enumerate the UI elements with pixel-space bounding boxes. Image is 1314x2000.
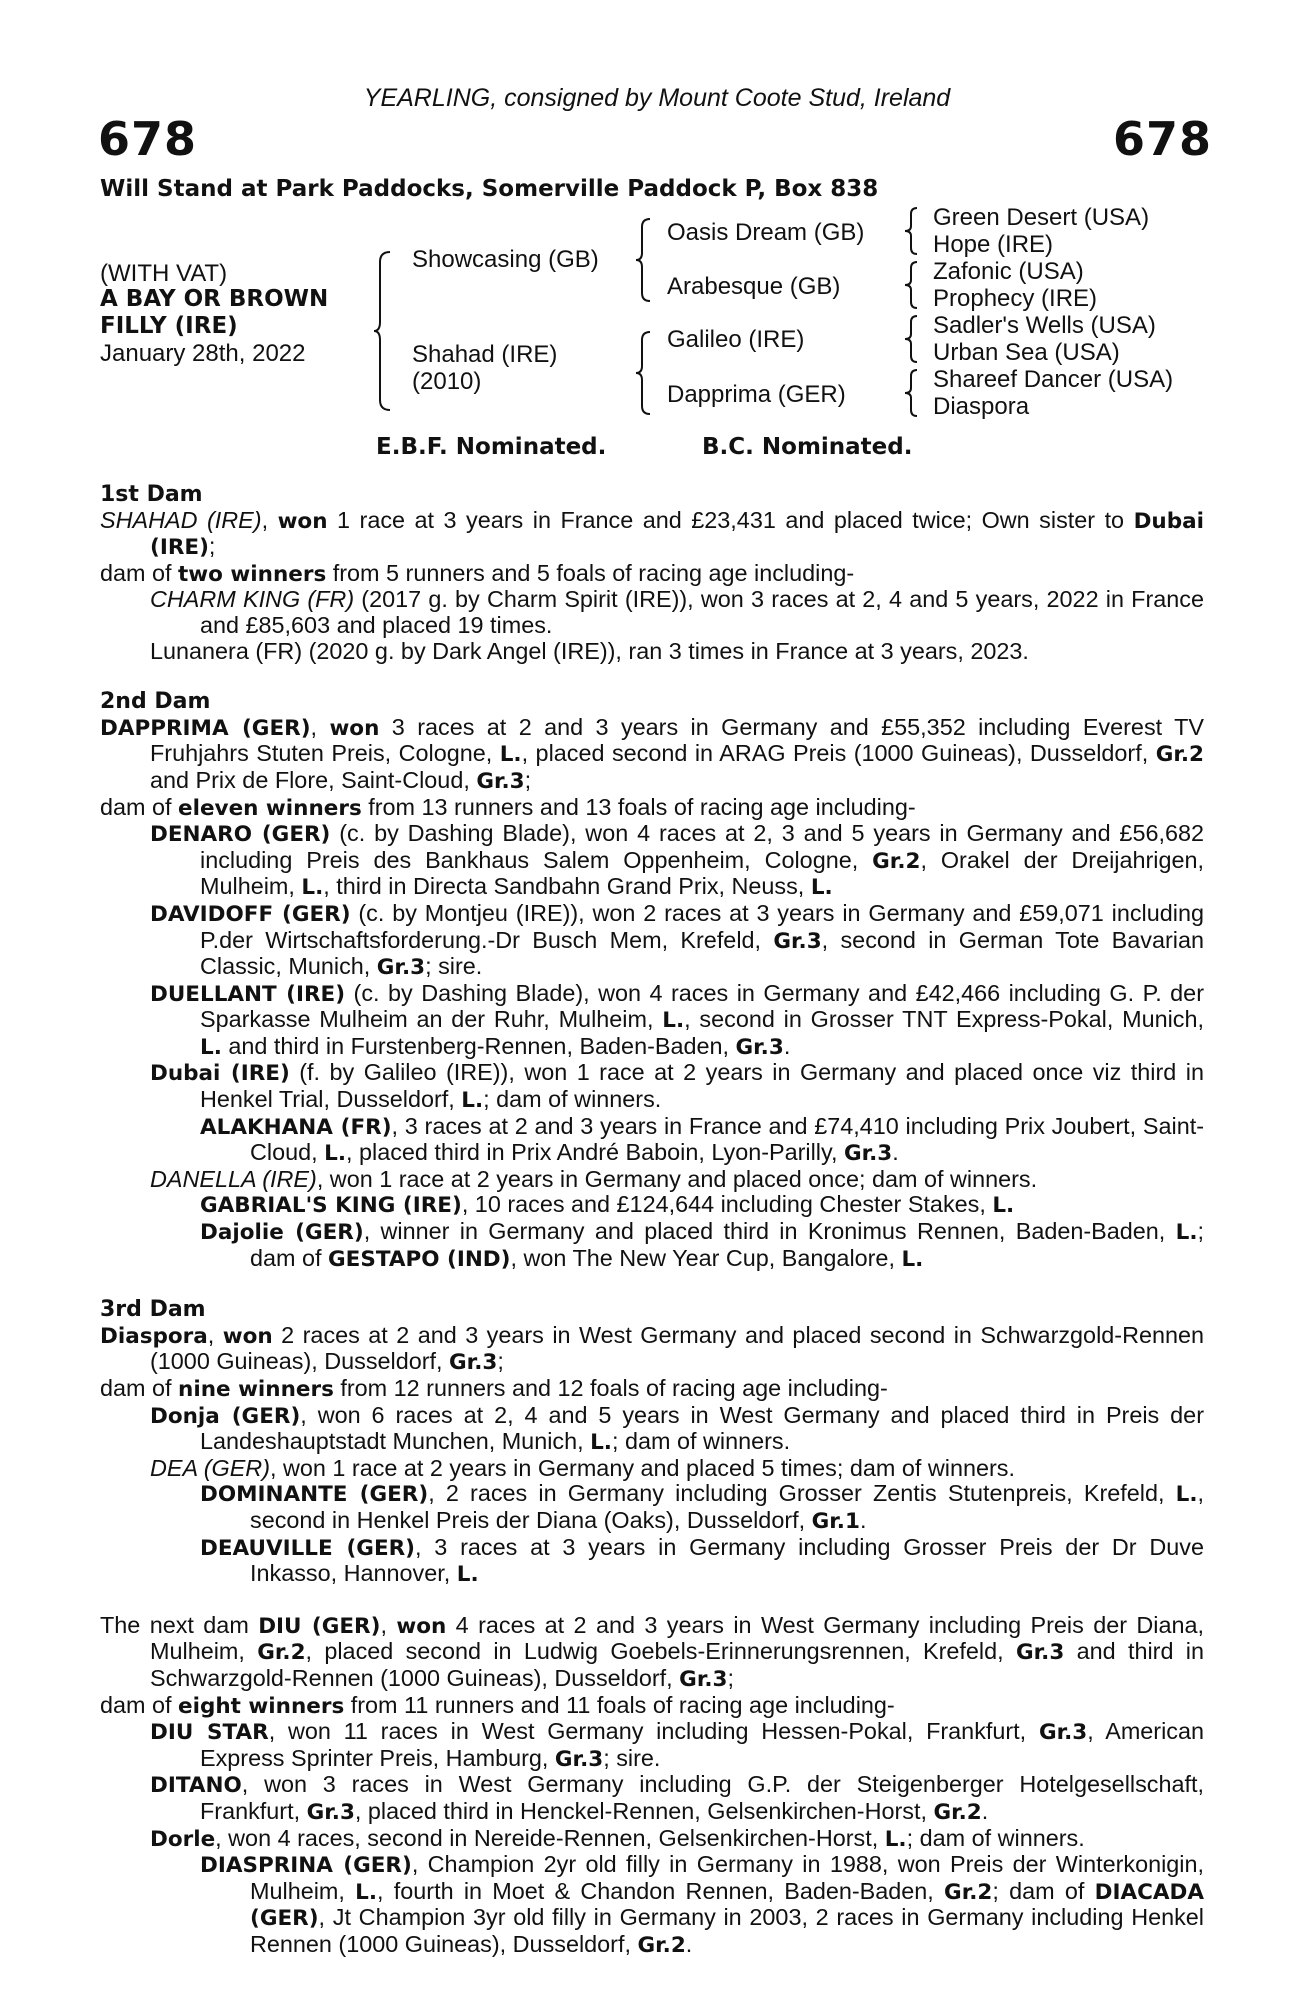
pedigree-brace-g2 [903, 260, 923, 310]
produce-davidoff: DAVIDOFF (GER) (c. by Montjeu (IRE)), won 2 races at 3 years in Germany and £59,071 including P.der Wirtschaftsforderung.-Dr Busch Mem, Krefeld, Gr.3, second in German Tote Bavarian Classic, Munich, Gr.3; sire. [150, 899, 1204, 981]
second-dam-produce: dam of eleven winners from 13 runners and 13 foals of racing age including- [100, 793, 916, 821]
pedigree-brace-g1 [903, 206, 923, 256]
next-dam-entry: The next dam DIU (GER), won 4 races at 2 and 3 years in West Germany including Preis der Diana, Mulheim, Gr.2, placed second in Ludwig Goebels-Erinnerungsrennen, Krefeld, Gr.3 and third in Schwarzgold-Rennen (1000 Guineas), Dusseldorf, Gr.3; [100, 1611, 1205, 1692]
produce-duellant: DUELLANT (IRE) (c. by Dashing Blade), won 4 races in Germany and £42,466 including G. P. der Sparkasse Mulheim an der Ruhr, Mulheim, L., second in Grosser TNT Express-Pokal, Munich, L. and third in Furstenberg-Rennen, Baden-Baden, Gr.3. [150, 979, 1205, 1060]
pedigree-dam: Shahad (IRE) [412, 341, 558, 368]
pedigree-brace-sire [634, 217, 656, 303]
date-of-birth: January 28th, 2022 [100, 340, 306, 367]
pedigree-dam-sire: Galileo (IRE) [667, 326, 805, 353]
next-dam-produce: dam of eight winners from 11 runners and 11 foals of racing age including- [100, 1691, 895, 1719]
second-dam-heading: 2nd Dam [100, 689, 211, 715]
pedigree-g1: Green Desert (USA) [933, 204, 1150, 231]
pedigree-dam-dam: Dapprima (GER) [667, 381, 846, 408]
produce-deauville: DEAUVILLE (GER), 3 races at 3 years in Germany including Grosser Preis der Dr Duve Inkasso, Hannover, L. [200, 1533, 1204, 1588]
pedigree-g4: Prophecy (IRE) [933, 285, 1098, 312]
pedigree-brace-dam [634, 330, 656, 416]
first-dam-entry: SHAHAD (IRE), won 1 race at 3 years in France and £23,431 and placed twice; Own sister to Dubai (IRE); [100, 506, 1204, 561]
lot-number-right: 678 [1112, 112, 1212, 166]
pedigree-dam-year: (2010) [412, 368, 482, 395]
third-dam-produce: dam of nine winners from 12 runners and 12 foals of racing age including- [100, 1375, 888, 1402]
produce-donja: Donja (GER), won 6 races at 2, 4 and 5 years in West Germany and placed third in Preis der Landeshauptstadt Munchen, Munich, L.; dam of winners. [150, 1401, 1204, 1456]
pedigree-brace-g3 [903, 314, 923, 364]
ebf-nomination: E.B.F. Nominated. [376, 434, 607, 460]
produce-danella: DANELLA (IRE), won 1 race at 2 years in Germany and placed once; dam of winners. [150, 1165, 1038, 1192]
pedigree-brace-g4 [903, 368, 923, 418]
pedigree-g2: Hope (IRE) [933, 231, 1054, 258]
third-dam-heading: 3rd Dam [100, 1297, 206, 1323]
produce-dominante: DOMINANTE (GER), 2 races in Germany including Grosser Zentis Stutenpreis, Krefeld, L., second in Henkel Preis der Diana (Oaks), Dusseldorf, Gr.1. [200, 1480, 1204, 1534]
first-dam-heading: 1st Dam [100, 482, 203, 507]
produce-denaro: DENARO (GER) (c. by Dashing Blade), won 4 races at 2, 3 and 5 years in Germany and £56,682 including Preis des Bankhaus Salem Oppenheim, Cologne, Gr.2, Orakel der Dreijahrigen, Mulheim, L., third in Directa Sandbahn Grand Prix, Neuss, L. [150, 820, 1205, 901]
pedigree-sire-sire: Oasis Dream (GB) [667, 219, 865, 246]
produce-alakhana: ALAKHANA (FR), 3 races at 2 and 3 years in France and £74,410 including Prix Joubert, Saint-Cloud, L., placed third in Prix André Baboin, Lyon-Parilly, Gr.3. [200, 1112, 1205, 1167]
pedigree-g8: Diaspora [933, 393, 1030, 420]
produce-diu-star: DIU STAR, won 11 races in West Germany including Hessen-Pokal, Frankfurt, Gr.3, American Express Sprinter Preis, Hamburg, Gr.3; sire. [150, 1718, 1205, 1772]
consignor-line: YEARLING, consigned by Mount Coote Stud, Ireland [363, 84, 951, 112]
produce-dajolie: Dajolie (GER), winner in Germany and placed third in Kronimus Rennen, Baden-Baden, L.; dam of GESTAPO (IND), won The New Year Cup, Bangalore, L. [200, 1218, 1205, 1272]
produce-charm-king: CHARM KING (FR) (2017 g. by Charm Spirit (IRE)), won 3 races at 2, 4 and 5 years, 2022 in France and £85,603 and placed 19 times. [150, 586, 1204, 638]
stand-location: Will Stand at Park Paddocks, Somerville Paddock P, Box 838 [100, 176, 879, 202]
pedigree-g5: Sadler's Wells (USA) [933, 312, 1156, 339]
second-dam-entry: DAPPRIMA (GER), won 3 races at 2 and 3 years in Germany and £55,352 including Everest TV Fruhjahrs Stuten Preis, Cologne, L., placed second in ARAG Preis (1000 Guineas), Dusseldorf, Gr.2 and Prix de Flore, Saint-Cloud, Gr.3; [100, 713, 1204, 794]
horse-name-line2: FILLY (IRE) [100, 313, 238, 339]
pedigree-sire-dam: Arabesque (GB) [667, 273, 841, 300]
produce-dea: DEA (GER), won 1 race at 2 years in Germany and placed 5 times; dam of winners. [150, 1454, 1015, 1481]
produce-dorle: Dorle, won 4 races, second in Nereide-Rennen, Gelsenkirchen-Horst, L.; dam of winners. [150, 1824, 1085, 1852]
catalogue-body [100, 482, 1204, 1958]
produce-ditano: DITANO, won 3 races in West Germany including G.P. der Steigenberger Hotelgesellschaft, Frankfurt, Gr.3, placed third in Henckel-Rennen, Gelsenkirchen-Horst, Gr.2. [150, 1771, 1204, 1825]
produce-dubai: Dubai (IRE) (f. by Galileo (IRE)), won 1 race at 2 years in Germany and placed once viz third in Henkel Trial, Dusseldorf, L.; dam of winners. [150, 1059, 1204, 1114]
pedigree-g7: Shareef Dancer (USA) [933, 366, 1174, 393]
produce-gabrials-king: GABRIAL'S KING (IRE), 10 races and £124,644 including Chester Stakes, L. [200, 1191, 1015, 1219]
third-dam-entry: Diaspora, won 2 races at 2 and 3 years in West Germany and placed second in Schwarzgold-Rennen (1000 Guineas), Dusseldorf, Gr.3; [100, 1321, 1204, 1376]
lot-number-left: 678 [98, 112, 198, 166]
pedigree-sire: Showcasing (GB) [412, 246, 599, 273]
produce-lunanera: Lunanera (FR) (2020 g. by Dark Angel (IRE)), ran 3 times in France at 3 years, 2023. [150, 637, 1029, 664]
first-dam-produce: dam of two winners from 5 runners and 5 foals of racing age including- [100, 559, 855, 587]
pedigree-brace-main [372, 250, 396, 412]
pedigree-g6: Urban Sea (USA) [933, 339, 1120, 366]
horse-name-line1: A BAY OR BROWN [100, 286, 329, 312]
vat-label: (WITH VAT) [100, 260, 228, 287]
bc-nomination: B.C. Nominated. [702, 434, 913, 460]
pedigree-g3: Zafonic (USA) [933, 258, 1084, 285]
produce-diasprina: DIASPRINA (GER), Champion 2yr old filly in Germany in 1988, won Preis der Winterkonigin, Mulheim, L., fourth in Moet & Chandon Rennen, Baden-Baden, Gr.2; dam of DIACADA (GER), Jt Champion 3yr old filly in Germany in 2003, 2 races in Germany including Henkel Rennen (1000 Guineas), Dusseldorf, Gr.2. [200, 1851, 1205, 1958]
